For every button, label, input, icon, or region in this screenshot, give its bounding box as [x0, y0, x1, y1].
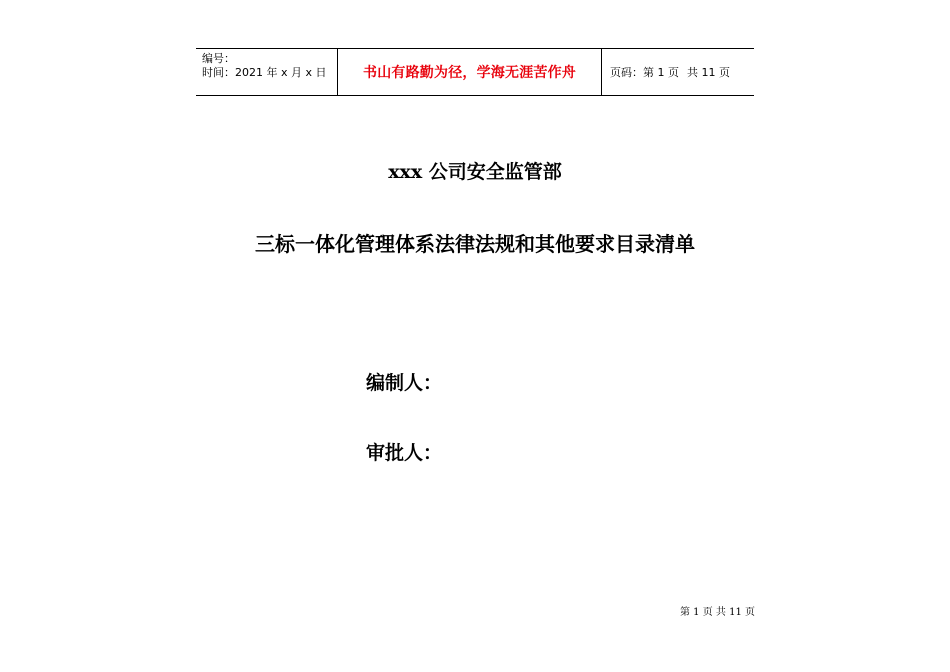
page-footer: 第 1 页 共 11 页 [680, 607, 755, 618]
prepared-by-label: 编制人： [366, 372, 443, 394]
document-title: 三标一体化管理体系法律法规和其他要求目录清单 [255, 232, 695, 256]
header-motto: 书山有路勤为径，学海无涯苦作舟 [338, 49, 602, 95]
page-header [196, 48, 754, 96]
approved-by-label: 审批人： [366, 442, 443, 464]
header-page-cell [602, 49, 754, 95]
document-number-label: 编号： [202, 52, 235, 65]
header-page-total: 共 11 页 [687, 66, 730, 79]
organization-name: xxx 公司安全监管部 [388, 161, 562, 183]
header-meta-cell [196, 49, 338, 95]
header-page-current: 页码：第 1 页 [610, 66, 679, 79]
document-date: 时间：2021 年 x 月 x 日 [202, 66, 327, 79]
